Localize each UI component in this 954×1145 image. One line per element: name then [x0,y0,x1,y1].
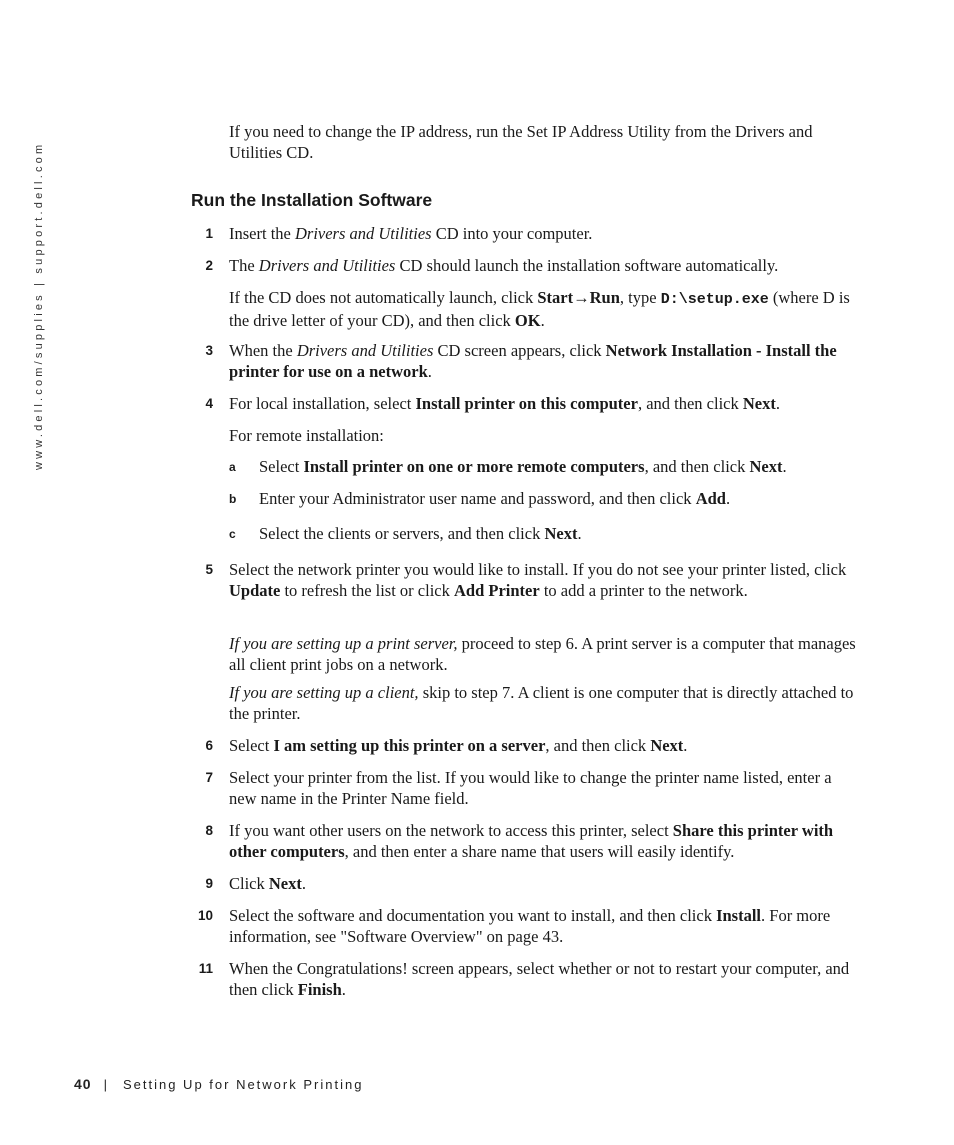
substep-letter: a [229,460,236,474]
step-4-text: For local installation, select Install printer on this computer, and then click Next. [229,394,780,413]
step-8-text: If you want other users on the network to access this printer, select Share this printer with other computers, and then enter a share name that users will easily identify. [229,821,834,861]
step-3-text: When the Drivers and Utilities CD screen appears, click Network Installation - Install the printer for use on a network. [229,341,837,381]
step-number: 6 [205,738,213,753]
step-number: 10 [197,908,213,923]
substep-letter: b [229,492,237,506]
step-5-client-note: If you are setting up a client, skip to step 7. A client is one computer that is directly attached to the printer. [229,683,854,723]
page-number: 40 [74,1076,92,1092]
section-heading: Run the Installation Software [191,190,433,210]
step-5-text: Select the network printer you would like to install. If you do not see your printer listed, click Update to refresh the list or click Add Printer to add a printer to the network. [229,560,847,600]
step-5-server-note: If you are setting up a print server, proceed to step 6. A print server is a computer that manages all client print jobs on a network. [229,634,856,674]
step-2-text: The Drivers and Utilities CD should launch the installation software automatically. [229,256,779,275]
step-2-note: If the CD does not automatically launch, click Start→Run, type D:\setup.exe (where D is the drive letter of your CD), and then click OK. [229,288,850,330]
substep-letter: c [229,527,236,541]
step-number: 8 [205,823,213,838]
step-4-remote-label: For remote installation: [229,426,384,445]
intro-paragraph: If you need to change the IP address, run the Set IP Address Utility from the Drivers and Utilities CD. [229,122,813,162]
step-7-text: Select your printer from the list. If you would like to change the printer name listed, enter a new name in the Printer Name field. [229,768,832,808]
setup-command: D:\setup.exe [660,291,769,308]
step-9-text: Click Next. [229,874,306,893]
substep-b-text: Enter your Administrator user name and password, and then click Add. [259,489,731,508]
sidebar-url-text: www.dell.com/supplies | support.dell.com [33,141,45,470]
step-number: 7 [205,770,213,785]
step-number: 9 [205,876,213,891]
step-number: 11 [198,961,213,976]
step-number: 5 [205,562,213,577]
footer-section-title: Setting Up for Network Printing [122,1077,364,1092]
substep-c-text: Select the clients or servers, and then click Next. [259,524,582,543]
step-1-text: Insert the Drivers and Utilities CD into your computer. [229,224,593,243]
page-footer [74,1076,363,1092]
substep-a-text: Select Install printer on one or more remote computers, and then click Next. [259,457,787,476]
step-number: 2 [205,258,213,273]
footer-separator: | [103,1077,109,1092]
step-11-text: When the Congratulations! screen appears, select whether or not to restart your computer, and then click Finish. [229,959,850,999]
step-number: 4 [205,396,213,411]
step-10-text: Select the software and documentation you want to install, and then click Install. For more information, see "Software Overview" on page 43. [229,906,831,946]
step-number: 3 [205,343,213,358]
step-number: 1 [205,226,213,241]
step-6-text: Select I am setting up this printer on a server, and then click Next. [229,736,688,755]
